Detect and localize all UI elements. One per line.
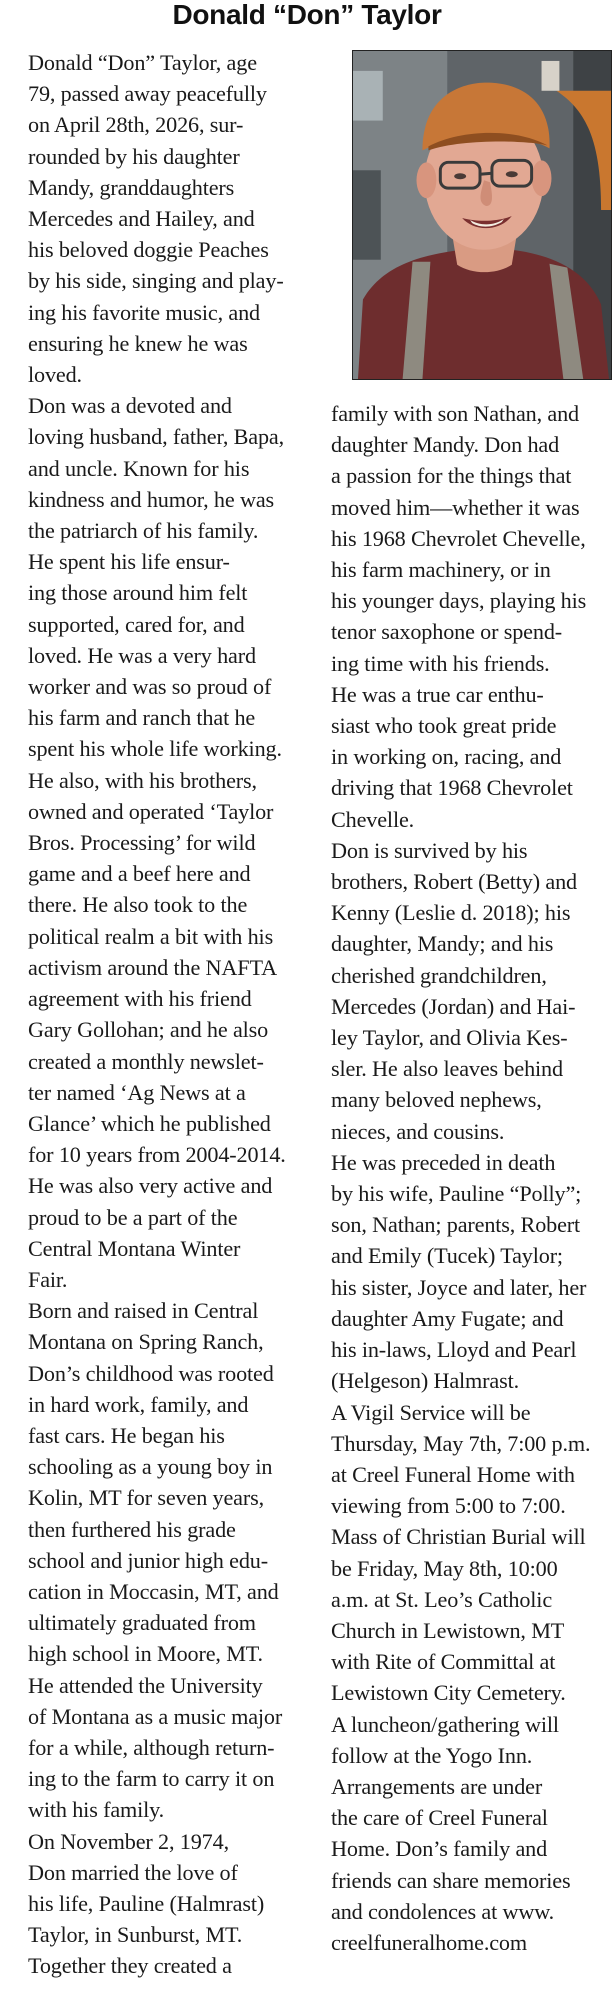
text-line: Don was a devoted and [28,393,232,419]
text-line: ing those around him felt [28,580,248,606]
text-line: ing to the farm to carry it on [28,1766,275,1792]
portrait-photo-drawing [353,51,611,379]
text-line: on April 28th, 2026, sur- [28,112,244,138]
text-line: Don’s childhood was rooted [28,1360,274,1386]
text-line: high school in Moore, MT. [28,1641,263,1667]
text-line: He also, with his brothers, [28,767,257,793]
text-line: the care of Creel Funeral [331,1805,548,1831]
text-line: Glance’ which he published [28,1110,271,1136]
text-line: family with son Nathan, and [331,401,579,426]
text-line: A luncheon/gathering will [331,1711,559,1737]
text-line: kindness and humor, he was [28,486,275,512]
text-line: moved him—whether it was [331,494,580,520]
text-line: ing his favorite music, and [28,299,260,325]
text-line: with Rite of Committal at [331,1649,556,1675]
text-line: many beloved nephews, [331,1087,542,1113]
text-line: Kenny (Leslie d. 2018); his [331,900,571,926]
text-line: Montana on Spring Ranch, [28,1329,264,1355]
obituary-paragraph [313,398,614,835]
text-line: ley Taylor, and Olivia Kes- [331,1025,568,1051]
text-line: ing time with his friends. [331,650,550,676]
text-line: tenor saxophone or spend- [331,619,563,645]
text-line: Born and raised in Central [28,1298,259,1324]
text-line: 79, passed away peacefully [28,81,267,107]
text-line: be Friday, May 8th, 10:00 [331,1555,558,1581]
text-line: Mercedes and Hailey, and [28,206,255,232]
text-line: Don married the love of [28,1859,238,1885]
text-line: schooling as a young boy in [28,1454,273,1480]
text-line: school and junior high edu- [28,1547,268,1573]
text-line: a passion for the things that [331,463,572,489]
text-line: Taylor, in Sunburst, MT. [28,1922,243,1948]
text-line: agreement with his friend [28,986,252,1012]
text-line: activism around the NAFTA [28,954,277,980]
text-line: and uncle. Known for his [28,455,250,481]
text-line: his farm and ranch that he [28,705,256,731]
text-line: Bros. Processing’ for wild [28,830,256,856]
left-column [10,47,302,1982]
obituary-paragraph [10,1295,302,1825]
text-line: On November 2, 1974, [28,1828,229,1854]
text-line: by his side, singing and play- [28,268,284,294]
text-line: Donald “Don” Taylor, age [28,50,257,75]
text-line: in working on, racing, and [331,744,562,770]
text-line: A Vigil Service will be [331,1399,531,1425]
text-line: supported, cared for, and [28,611,245,637]
text-line: creelfuneralhome.com [331,1929,527,1955]
text-line: He was a true car enthu- [331,681,544,707]
text-line: his younger days, playing his [331,588,587,614]
obituary-paragraph [10,390,302,1295]
text-line: brothers, Robert (Betty) and [331,869,577,895]
text-line: of Montana as a music major [28,1703,283,1729]
text-line: daughter, Mandy; and his [331,931,554,957]
text-line: there. He also took to the [28,892,248,918]
text-line: nieces, and cousins. [331,1118,505,1144]
right-column [313,398,614,1958]
text-line: ultimately graduated from [28,1610,256,1636]
obituary-paragraph [313,1147,614,1397]
text-line: He was preceded in death [331,1149,556,1175]
obituary-paragraph [313,1771,614,1958]
text-line: and Emily (Tucek) Taylor; [331,1243,563,1269]
text-line: Arrangements are under [331,1773,543,1799]
text-line: his life, Pauline (Halmrast) [28,1890,265,1916]
text-line: in hard work, family, and [28,1391,249,1417]
text-line: spent his whole life working. [28,736,282,762]
text-line: He spent his life ensur- [28,549,230,575]
text-line: Church in Lewistown, MT [331,1617,565,1643]
text-line: owned and operated ‘Taylor [28,798,274,824]
text-line: rounded by his daughter [28,143,240,169]
text-line: proud to be a part of the [28,1204,238,1230]
text-line: Mass of Christian Burial will [331,1524,586,1550]
text-line: with his family. [28,1797,165,1823]
text-line: worker and was so proud of [28,674,272,700]
text-line: ensuring he knew he was [28,330,248,356]
text-line: Gary Gollohan; and he also [28,1017,269,1043]
text-line: political realm a bit with his [28,923,274,949]
text-line: Central Montana Winter [28,1235,241,1261]
text-line: He was also very active and [28,1173,273,1199]
text-line: (Helgeson) Halmrast. [331,1368,519,1394]
text-line: viewing from 5:00 to 7:00. [331,1493,566,1519]
obituary-paragraph [313,835,614,1147]
text-line: siast who took great pride [331,713,557,739]
text-line: for 10 years from 2004-2014. [28,1142,286,1168]
text-line: daughter Amy Fugate; and [331,1305,564,1331]
text-line: Thursday, May 7th, 7:00 p.m. [331,1430,591,1456]
text-line: Mercedes (Jordan) and Hai- [331,993,576,1019]
text-line: created a monthly newslet- [28,1048,264,1074]
text-line: his farm machinery, or in [331,557,551,583]
text-line: his beloved doggie Peaches [28,237,269,263]
text-line: loved. He was a very hard [28,642,256,668]
text-line: his in-laws, Lloyd and Pearl [331,1337,577,1363]
text-line: cation in Moccasin, MT, and [28,1578,279,1604]
text-line: Fair. [28,1266,68,1292]
text-line: loving husband, father, Bapa, [28,424,285,450]
text-line: by his wife, Pauline “Polly”; [331,1181,582,1207]
text-line: follow at the Yogo Inn. [331,1742,533,1768]
text-line: his 1968 Chevrolet Chevelle, [331,525,586,551]
text-line: for a while, although return- [28,1734,275,1760]
text-line: driving that 1968 Chevrolet [331,775,573,801]
obituary-title: Donald “Don” Taylor [172,0,442,30]
text-line: daughter Mandy. Don had [331,432,560,458]
text-line: Lewistown City Cemetery. [331,1680,566,1706]
text-line: the patriarch of his family. [28,518,259,544]
text-line: ter named ‘Ag News at a [28,1079,246,1105]
text-line: his sister, Joyce and later, her [331,1274,587,1300]
text-line: He attended the University [28,1672,263,1698]
text-line: sler. He also leaves behind [331,1056,563,1082]
obituary-paragraph [10,1826,302,1982]
text-line: at Creel Funeral Home with [331,1461,575,1487]
text-line: fast cars. He began his [28,1422,225,1448]
text-line: Chevelle. [331,806,415,832]
obituary-paragraph [313,1397,614,1771]
text-line: Home. Don’s family and [331,1836,548,1862]
text-line: a.m. at St. Leo’s Catholic [331,1586,553,1612]
obituary-paragraph [10,47,302,390]
text-line: Kolin, MT for seven years, [28,1485,265,1511]
text-line: Together they created a [28,1953,232,1979]
text-line: and condolences at www. [331,1898,555,1924]
text-line: Mandy, granddaughters [28,174,235,200]
text-line: friends can share memories [331,1867,571,1893]
text-line: then furthered his grade [28,1516,236,1542]
text-line: cherished grandchildren, [331,962,547,988]
text-line: son, Nathan; parents, Robert [331,1212,581,1238]
text-line: Don is survived by his [331,837,528,863]
text-line: game and a beef here and [28,861,251,887]
text-line: loved. [28,362,82,388]
portrait-photo-icon [352,50,612,380]
